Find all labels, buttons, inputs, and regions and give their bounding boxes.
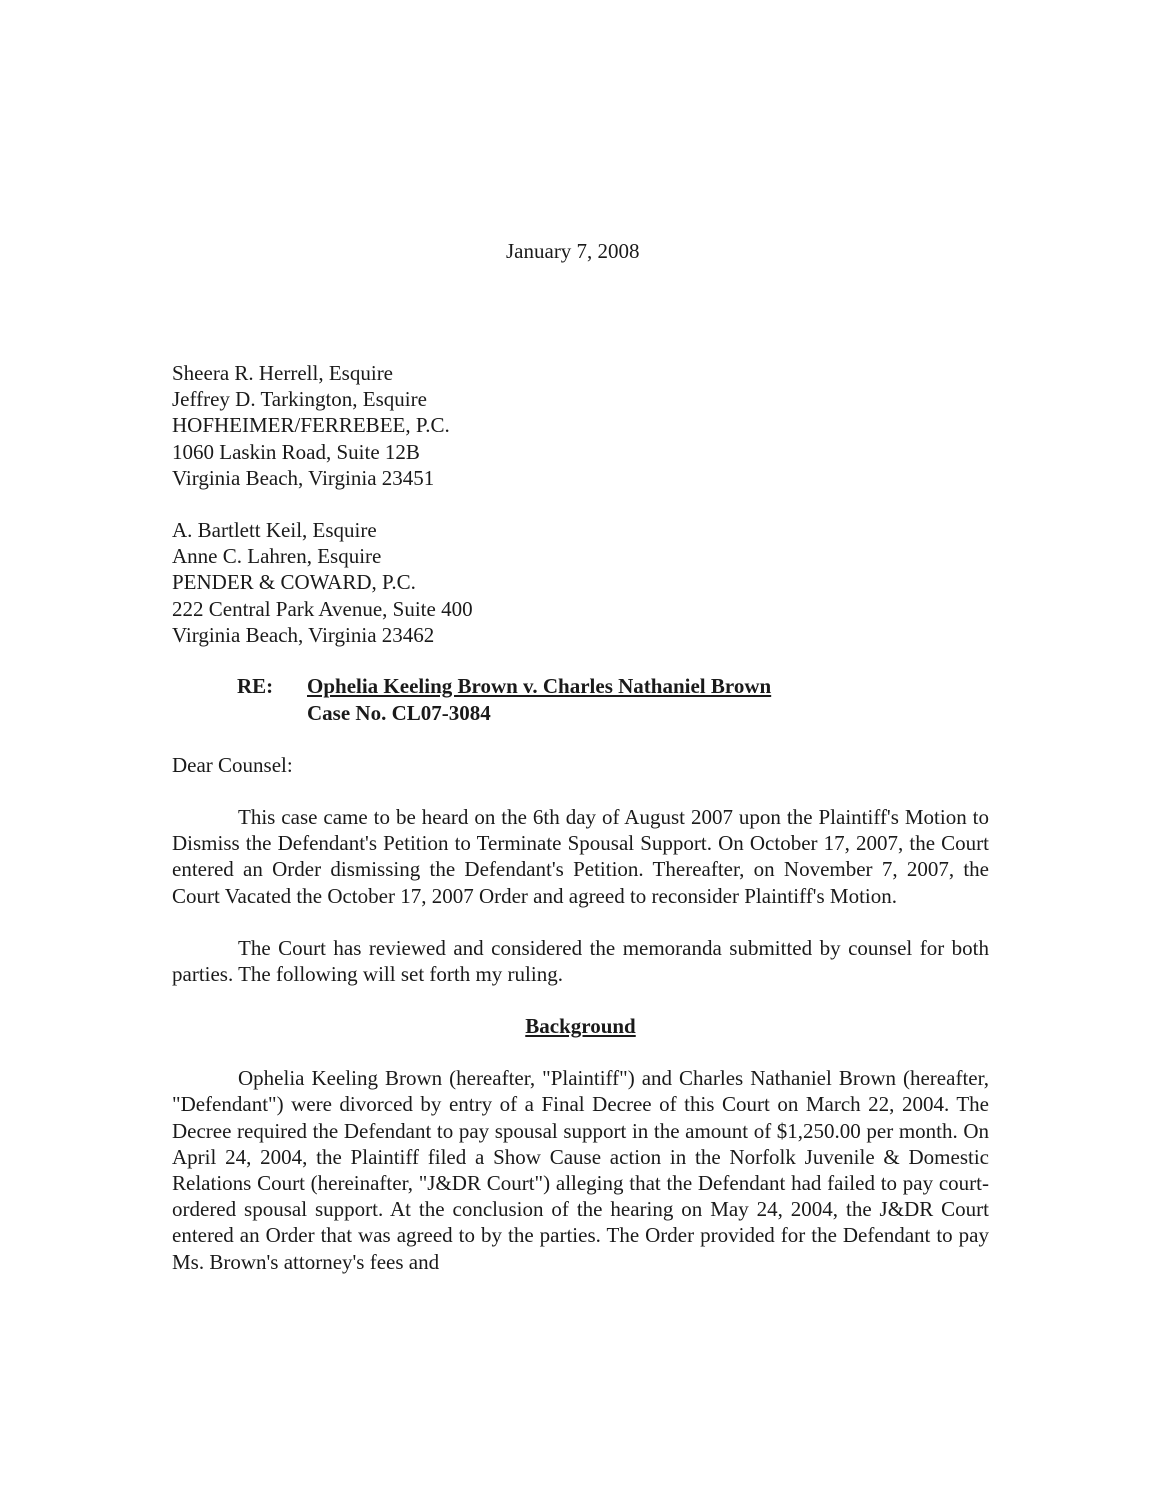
recipient-line: Virginia Beach, Virginia 23462 [172,622,435,647]
recipient-line: 222 Central Park Avenue, Suite 400 [172,596,473,621]
recipient-line: Sheera R. Herrell, Esquire [172,361,394,385]
recipient-line: HOFHEIMER/FERREBEE, P.C. [172,413,450,438]
letter-date: January 7, 2008 [506,239,640,263]
body-paragraph-2: The Court has reviewed and considered the memoranda submitted by counsel for both parties. The following will set forth my ruling. [172,935,989,987]
body-paragraph-1: This case came to be heard on the 6th day of August 2007 upon the Plaintiff's Motion to Dismiss the Defendant's Petition to Terminate Spousal Support. On October 17, 2007, the Court entered an Order dismissing the Defendant's Petition. Thereafter, on November 7, 2007, the Court Vacated the October 17, 2007 Order and agreed to reconsider Plaintiff's Motion. [172,805,989,908]
recipient-line: Virginia Beach, Virginia 23451 [172,465,435,490]
re-label: RE: [237,674,274,699]
re-block [172,673,989,726]
body-paragraph-background: Ophelia Keeling Brown (hereafter, "Plaintiff") and Charles Nathaniel Brown (hereafter, "Defendant") were divorced by entry of a Final Decree of this Court on March 22, 2004. The Decree required the Defendant to pay spousal support in the amount of $1,250.00 per month. On April 24, 2004, the Plaintiff filed a Show Cause action in the Norfolk Juvenile & Domestic Relations Court (hereinafter, "J&DR Court") alleging that the Defendant had failed to pay court-ordered spousal support. At the conclusion of the hearing on May 24, 2004, the J&DR Court entered an Order that was agreed to by the parties. The Order provided for the Defendant to pay Ms. Brown's attorney's fees and [172,1066,989,1274]
recipient-line: A. Bartlett Keil, Esquire [172,518,377,543]
salutation: Dear Counsel: [172,753,293,778]
recipient-line: PENDER & COWARD, P.C. [172,570,416,595]
recipient-line: Anne C. Lahren, Esquire [172,544,382,569]
re-case-name: Ophelia Keeling Brown v. Charles Nathaniel Brown [307,674,772,699]
recipient-block-2 [172,517,989,648]
recipient-line: 1060 Laskin Road, Suite 12B [172,439,420,464]
recipient-line: Jeffrey D. Tarkington, Esquire [172,387,427,412]
recipient-block-1 [172,360,989,491]
re-case-row [172,673,989,700]
re-case-number-row: Case No. CL07-3084 [307,700,491,725]
letter-content [172,0,989,1275]
section-heading-background [172,1013,989,1039]
section-heading-label: Background [525,1014,636,1039]
